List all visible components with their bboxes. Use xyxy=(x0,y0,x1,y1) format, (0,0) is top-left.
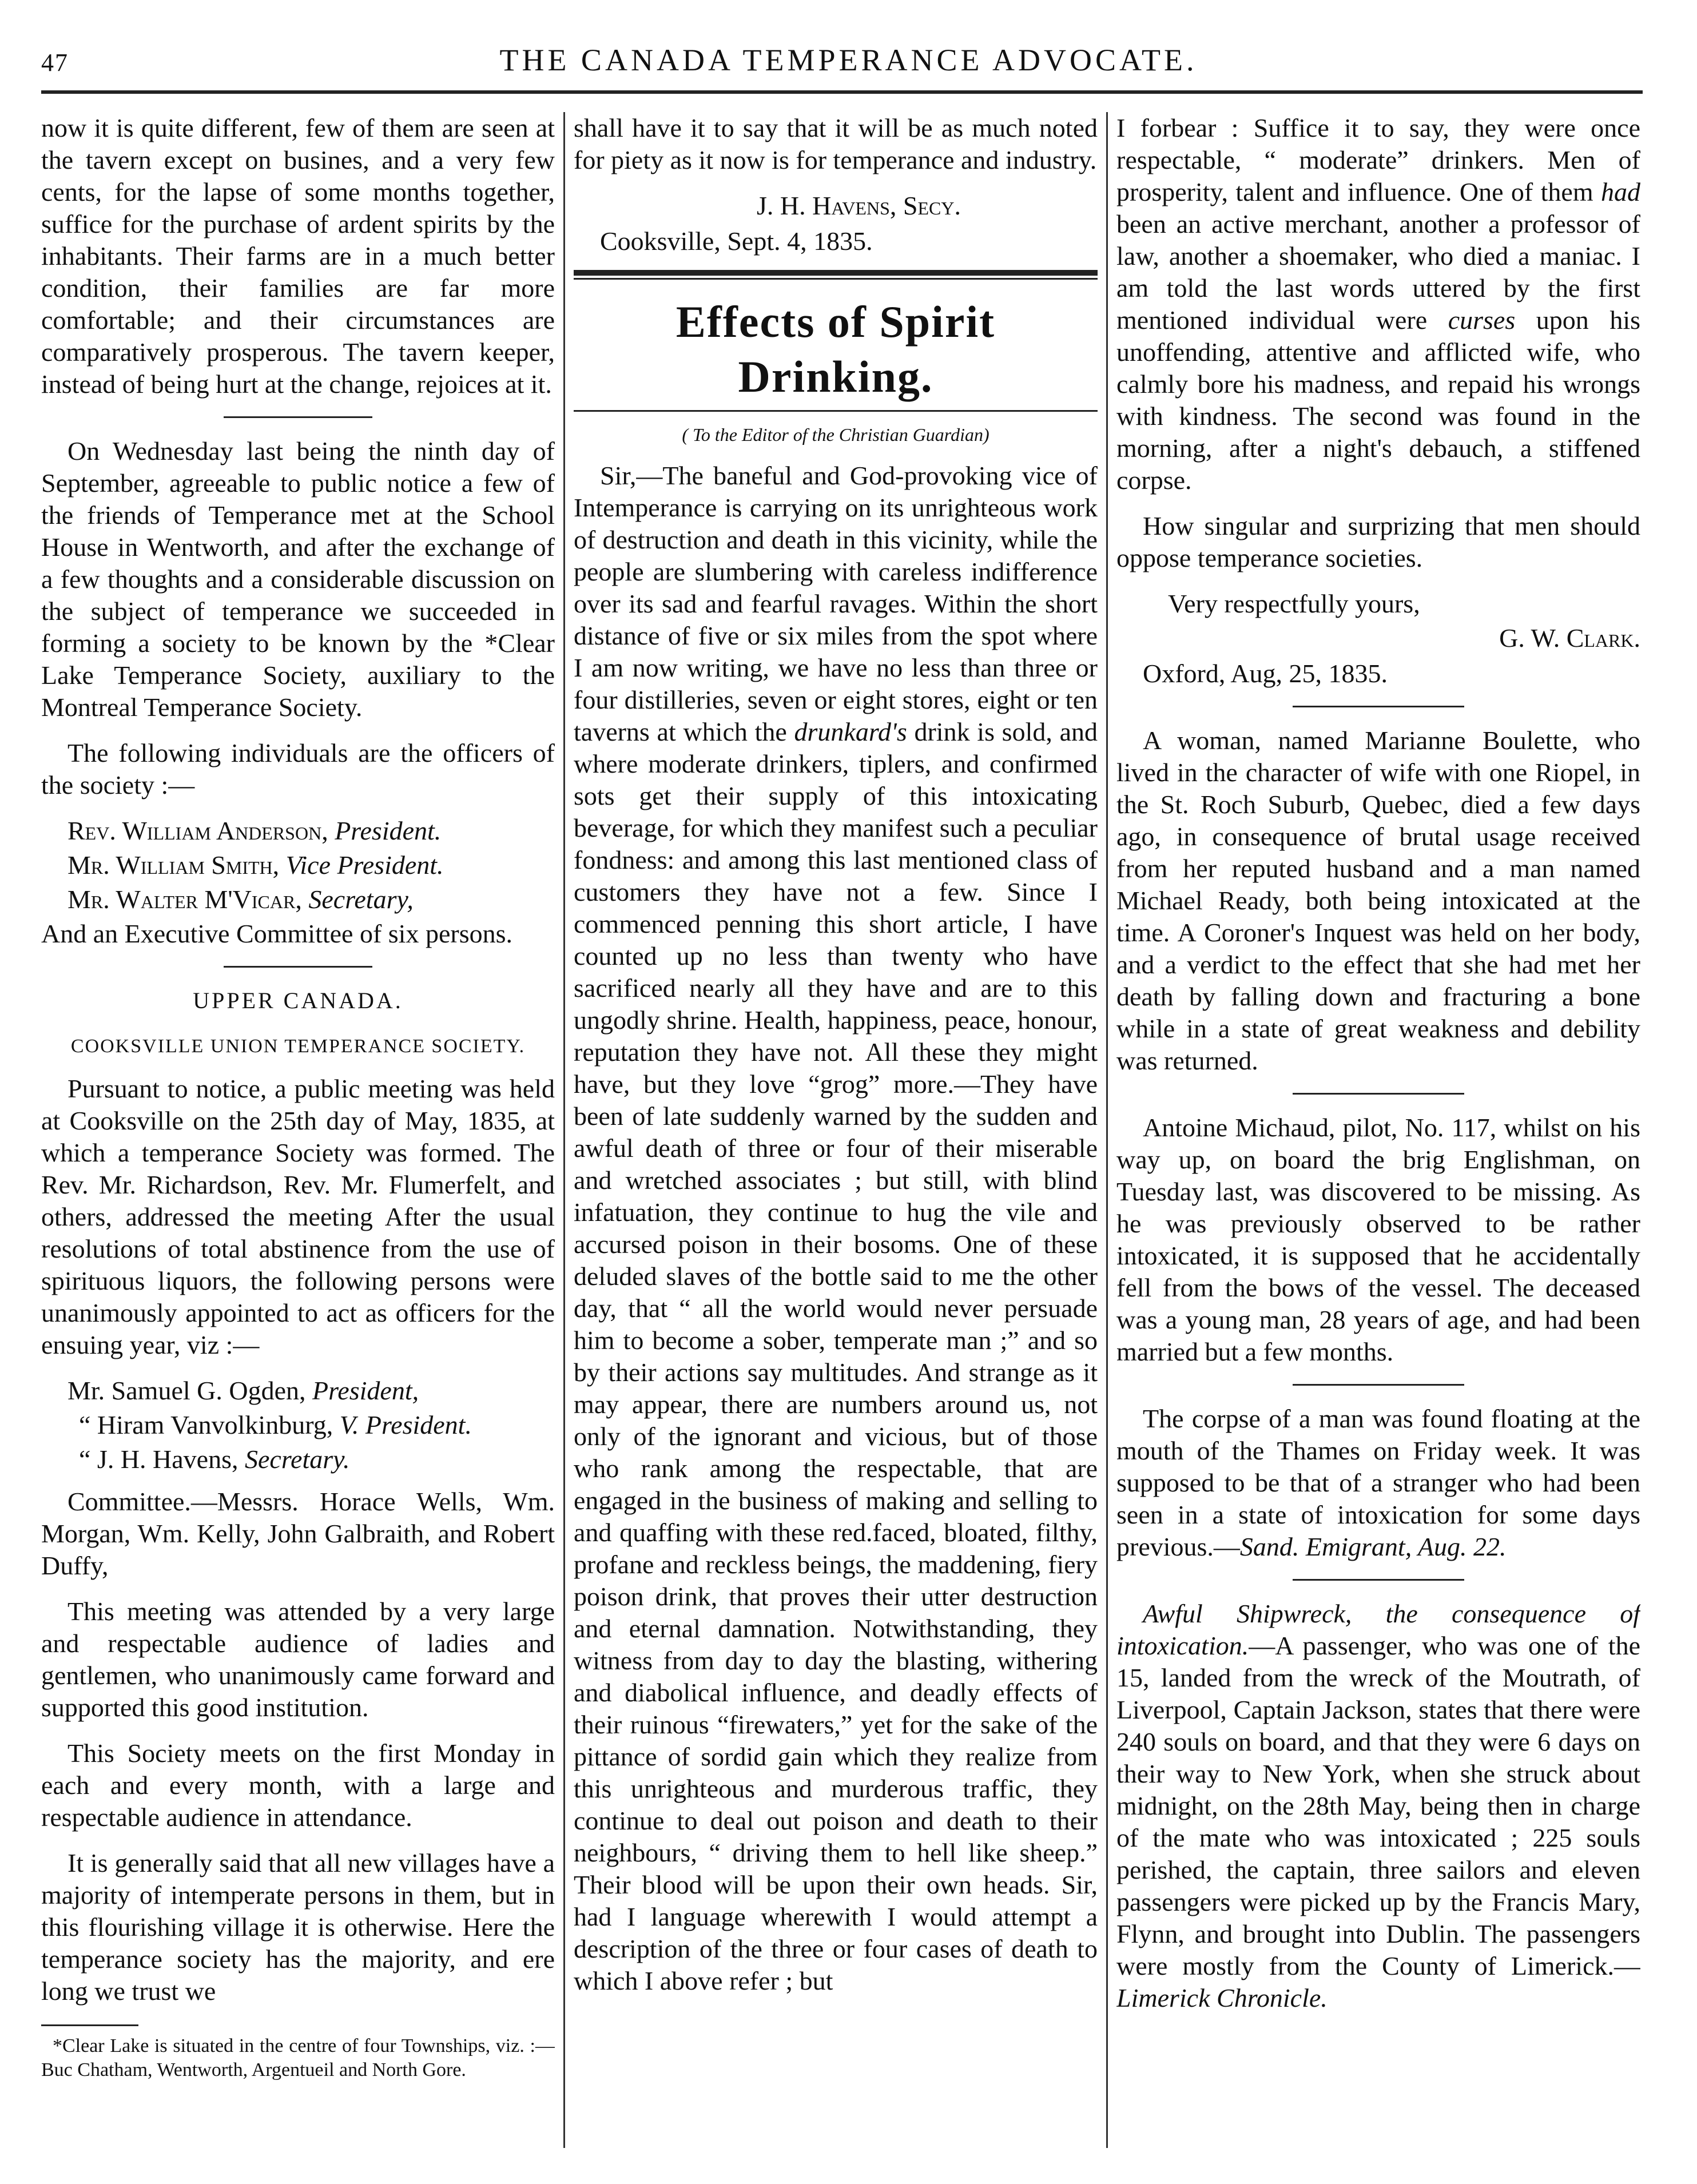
officer-line xyxy=(67,1375,555,1407)
paragraph xyxy=(1116,1403,1640,1563)
officer-role: Secretary. xyxy=(245,1445,350,1474)
paragraph: Committee.—Messrs. Horace Wells, Wm. Morgan, Wm. Kelly, John Galbraith, and Robert Duffy, xyxy=(41,1487,555,1580)
page-number: 47 xyxy=(41,49,69,77)
text-run: been an active merchant, another a professor of law, another a shoemaker, who died a maniac. I am told the last words uttered by the first mentioned individual were xyxy=(1116,209,1640,335)
text-run: —A passenger, who was one of the 15, landed from the wreck of the Moutrath, of Liverpool, Captain Jackson, states that there were 240 souls on board, and that they were 6 days on their way to New York, when she struck about midnight, on the 28th May, being then in charge of the mate who was intoxicated ; 225 souls perished, the captain, three sailors and eleven passengers were picked up by the Francis Mary, Flynn, and brought into Dublin. The passengers were mostly from the County of Limerick.— xyxy=(1116,1631,1640,1980)
footnote: *Clear Lake is situated in the centre of four Townships, viz. :—Buc Chatham, Wentworth, Argentueil and North Gore. xyxy=(41,2035,555,2080)
officer-role: President, xyxy=(312,1376,419,1405)
editor-line: ( To the Editor of the Christian Guardian) xyxy=(682,424,989,445)
officer-name: Mr. Samuel G. Ogden, xyxy=(67,1376,306,1405)
paragraph: now it is quite different, few of them are seen at the tavern except on busines, and a very few cents, for the lapse of some months together, suffice for the purchase of ardent spirits by the inhabitants. Their farms are in a much better condition, their families are far more comfortable; and their circumstances are comparatively prosperous. The tavern keeper, instead of being hurt at the change, rejoices at it. xyxy=(41,113,555,399)
separator-rule xyxy=(1293,1579,1464,1581)
article-title: Effects of Spirit Drinking. xyxy=(675,297,996,401)
signature: G. W. Clark. xyxy=(1499,623,1640,653)
officer-name: “ J. H. Havens, xyxy=(79,1445,239,1474)
paragraph: This Society meets on the first Monday in each and every month, with a large and respectable audience in attendance. xyxy=(41,1739,555,1832)
paragraph: On Wednesday last being the ninth day of September, agreeable to public notice a few of the friends of Temperance met at the School House in Wentworth, and after the exchange of a few thoughts and a considerable discussion on the subject of temperance we succeeded in forming a society to be known by the *Clear Lake Temperance Society, auxiliary to the Montreal Temperance Society. xyxy=(41,436,555,722)
heavy-rule xyxy=(574,270,1098,276)
column-divider xyxy=(563,112,565,2148)
separator-rule xyxy=(1293,1384,1464,1386)
text-run: drink is sold, and where moderate drinkers, tiplers, and confirmed sots get their supply of this intoxicating beverage, for which they manifest such a peculiar fondness: and among this last mentioned class of customers they have not a few. Since I commenced penning this short article, I have counted up no less than twenty who have sacrificed nearly all they have and are to this ungodly shrine. Health, happiness, peace, honour, reputation they have not. All these they might have, but they love “grog” more.—They have been of late suddenly warned by the sudden and awful death of three or four of their miserable and wretched associates ; but still, with blind infatuation, they continue to hug the vile and accursed poison in their bosoms. One of these deluded slaves of the bottle said to me the other day, that “ all the world would never persuade him to become a sober, temperate man ;” and so by their actions say multitudes. And strange as it may appear, there are numbers around us, not only of the ignorant and vicious, but of those who rank among the respectable, that are engaged in the business of making and selling to and quaffing with these red.faced, bloated, filthy, profane and reckless beings, the maddening, fiery poison drink, that proves their utter destruction and eternal damnation. Notwithstanding, they witness from day to day the blasting, withering and diabolical influence, and deadly effects of their ruinous “firewaters,” yet for the sake of the pittance of sordid gain which they realize from this unrighteous and murderous traffic, they continue to deal out poison and death to their neighbours, “ driving them to hell like sheep.” Their blood will be upon their own heads. Sir, had I language wherewith I would attempt a description of the three or four cases of death to which I above refer ; but xyxy=(574,717,1098,1995)
paragraph: And an Executive Committee of six persons. xyxy=(41,919,513,948)
footnote-rule xyxy=(41,2024,138,2026)
separator-rule xyxy=(1293,706,1464,707)
paragraph: Pursuant to notice, a public meeting was held at Cooksville on the 25th day of May, 1835, at which a temperance Society was formed. The Rev. Mr. Richardson, Rev. Mr. Flumerfelt, and others, addressed the meeting After the usual resolutions of total abstinence from the use of spirituous liquors, the following persons were unanimously appointed to act as officers for the ensuing year, viz :— xyxy=(41,1074,555,1359)
column-3 xyxy=(1116,112,1640,2137)
paragraph: How singular and surprizing that men should oppose temperance societies. xyxy=(1116,511,1640,572)
section-heading: UPPER CANADA. xyxy=(193,988,403,1013)
separator-rule xyxy=(224,416,372,418)
text-run: Sir,—The baneful and God-provoking vice of Intemperance is carrying on its unrighteous work of destruction and death in this vicinity, while the people are slumbering with careless indifference over its sad and fearful ravages. Within the short distance of five or six miles from the spot where I am now writing, we have no less than three or four distilleries, seven or eight stores, eight or ten taverns at which the xyxy=(574,461,1098,746)
header-rule xyxy=(41,90,1643,94)
officer-name: Mr. Walter M'Vicar, xyxy=(67,885,302,914)
emphasis: had xyxy=(1601,177,1640,206)
officer-name: “ Hiram Vanvolkinburg, xyxy=(79,1410,333,1439)
paragraph: shall have it to say that it will be as much noted for piety as it now is for temperance and industry. xyxy=(574,113,1098,174)
text-run: upon his unoffending, attentive and afflicted wife, who calmly bore his madness, and repaid his wrongs with kindness. The second was found in the morning, after a night's debauch, a stiffened corpse. xyxy=(1116,305,1640,495)
officer-role: President. xyxy=(335,816,442,845)
source-credit: Sand. Emigrant, Aug. 22. xyxy=(1239,1532,1507,1561)
dateline: Cooksville, Sept. 4, 1835. xyxy=(600,226,873,256)
emphasis: Awful Shipwreck, the consequence of intoxication. xyxy=(1116,1599,1640,1660)
paragraph: This meeting was attended by a very large and respectable audience of ladies and gentlemen, who unanimously came forward and supported this good institution. xyxy=(41,1597,555,1722)
paragraph xyxy=(1116,112,1640,496)
emphasis: curses xyxy=(1448,305,1516,335)
separator-rule xyxy=(224,966,372,968)
title-rule xyxy=(574,410,1098,412)
paragraph: A woman, named Marianne Boulette, who lived in the character of wife with one Riopel, in the St. Roch Suburb, Quebec, died a few days ago, in consequence of brutal usage received from her reputed husband and a man named Michael Ready, both being intoxicated at the time. A Coroner's Inquest was held on her body, and a verdict to the effect that she had met her death by falling down and fracturing a bone while in a state of great weakness and debility was returned. xyxy=(1116,726,1640,1075)
officer-line xyxy=(79,1409,555,1441)
officer-name: Mr. William Smith, xyxy=(67,850,280,880)
officer-role: Secretary, xyxy=(308,885,414,914)
text-run: The corpse of a man was found floating at the mouth of the Thames on Friday week. It was supposed to be that of a stranger who had been seen in a state of intoxication for some days previous.— xyxy=(1116,1404,1640,1561)
officer-line xyxy=(67,849,555,881)
officer-line xyxy=(67,884,555,916)
officer-line xyxy=(79,1443,555,1475)
emphasis: drunkard's xyxy=(794,717,907,746)
source-credit: Limerick Chronicle. xyxy=(1116,1983,1328,2012)
column-divider xyxy=(1106,112,1108,2148)
officer-role: Vice President. xyxy=(285,850,444,880)
thin-rule xyxy=(574,278,1098,280)
column-1 xyxy=(41,112,555,2137)
paragraph xyxy=(574,460,1098,1997)
paragraph: It is generally said that all new villages have a majority of intemperate persons in them, but in this flourishing village it is otherwise. Here the temperance society has the majority, and ere long we trust we xyxy=(41,1848,555,2006)
paragraph xyxy=(1116,1598,1640,2014)
signature: J. H. Havens, Secy. xyxy=(757,191,961,220)
paragraph: Antoine Michaud, pilot, No. 117, whilst on his way up, on board the brig Englishman, on Tuesday last, was discovered to be missing. As he was previously observed to be rather intoxicated, it is supposed that he accidentally fell from the bows of the vessel. The deceased was a young man, 28 years of age, and had been married but a few months. xyxy=(1116,1113,1640,1366)
paragraph: The following individuals are the officers of the society :— xyxy=(41,738,555,799)
column-2 xyxy=(574,112,1098,2137)
closing: Very respectfully yours, xyxy=(1168,589,1420,618)
society-heading: COOKSVILLE UNION TEMPERANCE SOCIETY. xyxy=(70,1036,526,1057)
dateline: Oxford, Aug, 25, 1835. xyxy=(1143,659,1388,688)
officer-line xyxy=(67,815,555,847)
masthead-title: THE CANADA TEMPERANCE ADVOCATE. xyxy=(499,43,1198,77)
officer-role: V. President. xyxy=(339,1410,472,1439)
officer-name: Rev. William Anderson, xyxy=(67,816,328,845)
text-run: I forbear : Suffice it to say, they were once respectable, “ moderate” drinkers. Men of prosperity, talent and influence. One of them xyxy=(1116,113,1640,206)
separator-rule xyxy=(1293,1093,1464,1095)
